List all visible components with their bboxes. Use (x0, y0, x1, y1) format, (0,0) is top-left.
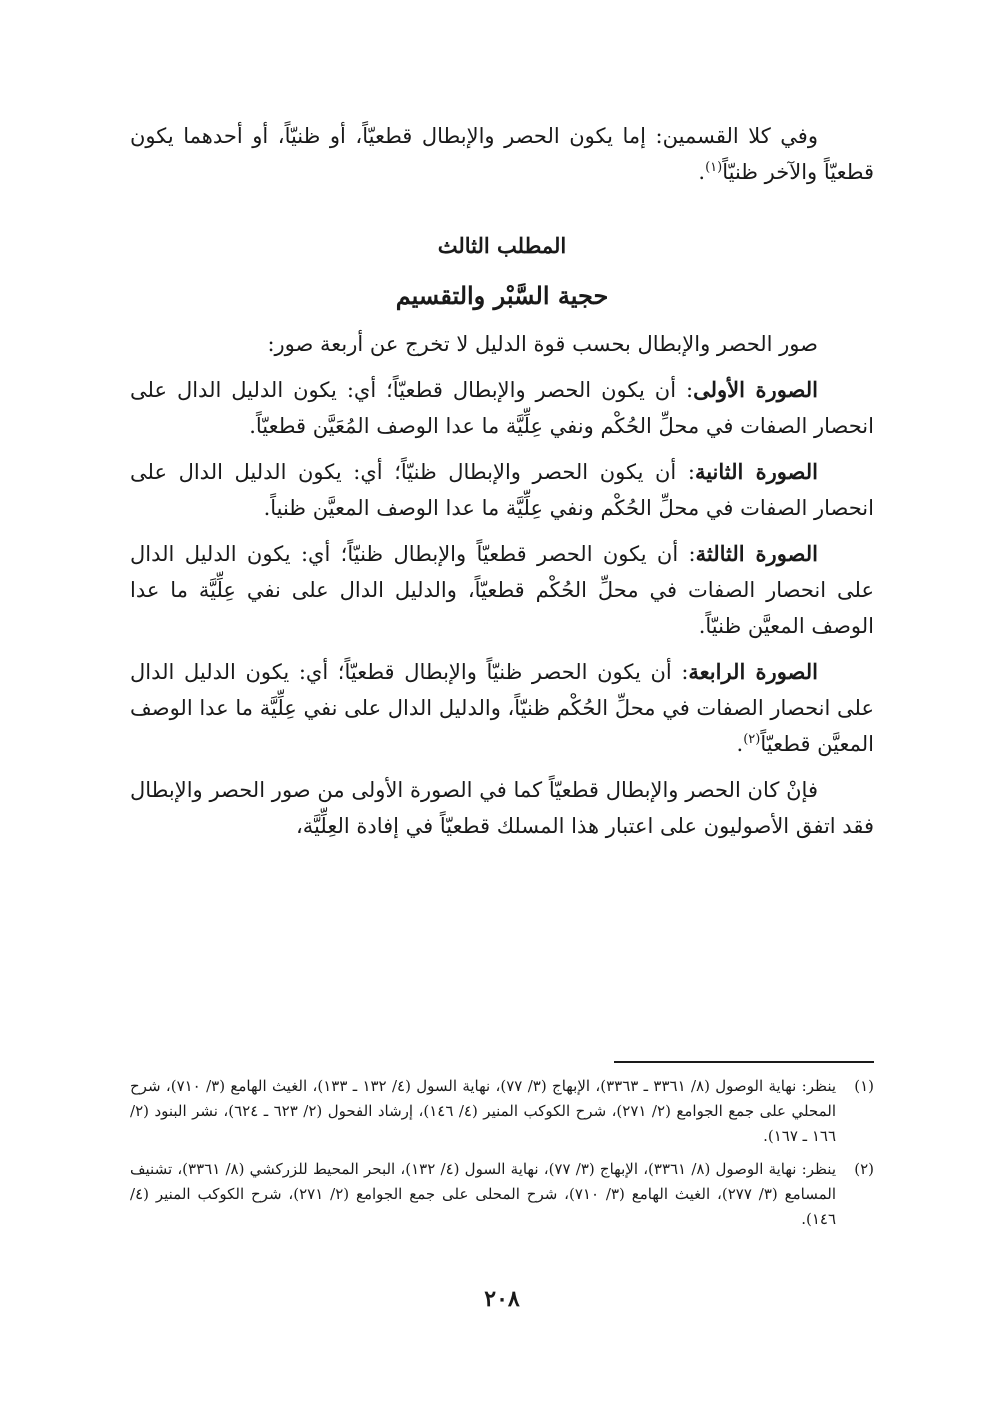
page-number: ٢٠٨ (484, 1286, 520, 1312)
footnote-number-2: (٢) (854, 1160, 874, 1178)
footnote-2 (130, 1157, 874, 1232)
intro-paragraph (130, 118, 874, 190)
intro-text: وفي كلا القسمين: إما يكون الحصر والإبطال قطعيّاً، أو ظنيّاً، أو أحدهما يكون قطعيّاً والآخر ظنيّاً (130, 124, 874, 184)
image-text-2: : أن يكون الحصر والإبطال ظنيّاً؛ أي: يكون الدليل الدال على انحصار الصفات في محلِّ الحُكْم ونفي عِلِّيَّة ما عدا الوصف المعيَّن ظنياً. (130, 460, 874, 520)
footnote-text-2: ينظر: نهاية الوصول (٨/ ٣٣٦١)، الإبهاج (٣/ ٧٧)، نهاية السول (٤/ ١٣٢)، البحر المحيط للزركشي (٨/ ٣٣٦١)، تشنيف المسامع (٣/ ٢٧٧)، الغيث الهامع (٣/ ٧١٠)، شرح المحلى على جمع الجوامع (٢/ ٢٧١)، شرح الكوكب المنير (٤/ ١٤٦). (130, 1160, 836, 1228)
image-label-2: الصورة الثانية (694, 459, 819, 484)
image-end-4: . (736, 732, 744, 756)
image-paragraph-4 (130, 654, 874, 762)
footnote-number-1: (١) (854, 1077, 874, 1095)
image-text-4: : أن يكون الحصر ظنيّاً والإبطال قطعيّاً؛ أي: يكون الدليل الدال على انحصار الصفات في محلِّ الحُكْم ظنيّاً، والدليل الدال على نفي عِلِّيَّة ما عدا الوصف المعيَّن قطعيّاً (130, 660, 874, 756)
footnotes (130, 1074, 874, 1240)
lead-paragraph: صور الحصر والإبطال بحسب قوة الدليل لا تخرج عن أربعة صور: (267, 332, 818, 356)
image-paragraph-3 (130, 536, 874, 644)
footnote-separator (614, 1061, 874, 1063)
footnote-1 (130, 1074, 874, 1149)
image-text-1: : أن يكون الحصر والإبطال قطعيّاً؛ أي: يكون الدليل الدال على انحصار الصفات في محلِّ الحُكْم ونفي عِلِّيَّة ما عدا الوصف المُعَيَّن قطعيّاً. (130, 378, 874, 438)
intro-end: . (698, 160, 706, 184)
image-label-3: الصورة الثالثة (695, 541, 818, 566)
image-label-4: الصورة الرابعة (688, 659, 818, 684)
page-body (130, 118, 874, 844)
closing-paragraph: فإنْ كان الحصر والإبطال قطعيّاً كما في الصورة الأولى من صور الحصر والإبطال فقد اتفق الأصوليون على اعتبار هذا المسلك قطعيّاً في إفادة العِلِّيَّة، (130, 778, 874, 838)
footnote-text-1: ينظر: نهاية الوصول (٨/ ٣٣٦١ ـ ٣٣٦٣)، الإبهاج (٣/ ٧٧)، نهاية السول (٤/ ١٣٢ ـ ١٣٣)، الغيث الهامع (٣/ ٧١٠)، شرح المحلي على جمع الجوامع (٢/ ٢٧١)، شرح الكوكب المنير (٤/ ١٤٦)، إرشاد الفحول (٢/ ٦٢٣ ـ ٦٢٤)، نشر البنود (٢/ ١٦٦ ـ ١٦٧). (130, 1077, 837, 1145)
image-label-1: الصورة الأولى (693, 377, 818, 402)
image-paragraph-2 (130, 454, 874, 526)
footnote-ref-2[interactable]: (٢) (743, 732, 761, 747)
image-text-3: : أن يكون الحصر قطعيّاً والإبطال ظنيّاً؛ أي: يكون الدليل الدال على انحصار الصفات في محلِّ الحُكْم قطعيّاً، والدليل الدال على نفي عِلِّيَّة ما عدا الوصف المعيَّن ظنيّاً. (130, 542, 874, 638)
image-paragraph-1 (130, 372, 874, 444)
section-heading: المطلب الثالث (437, 233, 567, 258)
section-title: حجية السَّبْر والتقسيم (395, 281, 609, 310)
footnote-ref-1[interactable]: (١) (705, 160, 723, 175)
